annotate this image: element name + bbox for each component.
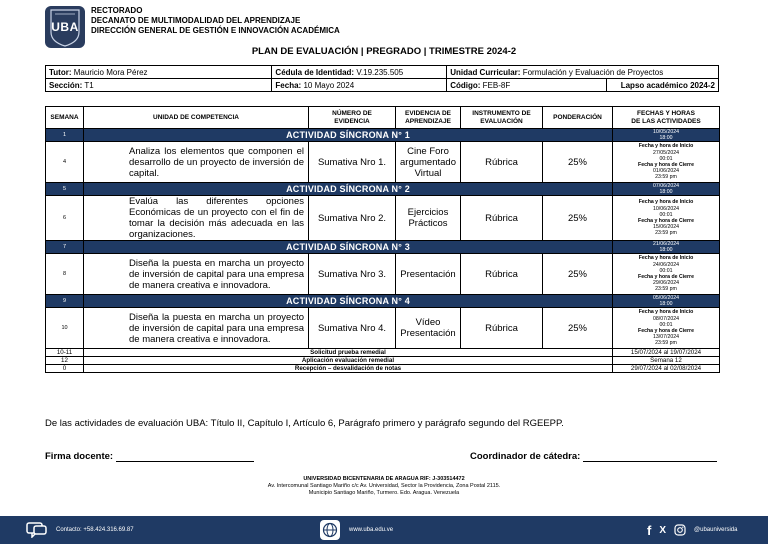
- remedial-week: 12: [46, 357, 84, 365]
- remedial-row: [46, 349, 720, 357]
- cedula-value: V.19.235.505: [356, 67, 404, 77]
- contact-text: Contacto: +58.424.316.69.87: [56, 527, 134, 533]
- tutor-value: Mauricio Mora Pérez: [73, 67, 148, 77]
- header-line-direccion: DIRECCIÓN GENERAL DE GESTIÓN E INNOVACIÓN ACADÉMICA: [91, 26, 340, 35]
- unidad-value: Formulación y Evaluación de Proyectos: [522, 67, 664, 77]
- teacher-signature-line: [116, 452, 254, 462]
- activity-title: ACTIVIDAD SÍNCRONA N° 3: [84, 241, 613, 254]
- competence-description: Diseña la puesta en marcha un proyecto de inversión de capital para una empresa de manera creativa e innovadora.: [84, 254, 309, 295]
- tutor-label: Tutor:: [49, 67, 72, 77]
- remedial-row: [46, 365, 720, 373]
- remedial-label: Aplicación evaluación remedial: [84, 357, 613, 365]
- remedial-label: Solicitud prueba remedial: [84, 349, 613, 357]
- header-unidad: UNIDAD DE COMPETENCIA: [84, 107, 309, 129]
- bar-datetime: 10/05/2024 18:00: [613, 129, 720, 142]
- evidence-number: Sumativa Nro 2.: [309, 196, 396, 241]
- learning-evidence: Presentación: [396, 254, 461, 295]
- activity-detail-row: [46, 142, 720, 183]
- activity-detail-row: [46, 254, 720, 295]
- row-week: 4: [46, 142, 84, 183]
- activity-dates: Fecha y hora de Inicio 10/06/2024 00:01 Fecha y hora de Cierre 15/06/2024 23:59 pm: [613, 196, 720, 241]
- social-handle: @ubauniversida: [694, 527, 738, 533]
- fecha-value: 10 Mayo 2024: [303, 80, 355, 90]
- weight-value: 25%: [543, 142, 613, 183]
- remedial-week: 0: [46, 365, 84, 373]
- row-week: 6: [46, 196, 84, 241]
- lapso-cell: [607, 79, 719, 92]
- row-week: 8: [46, 254, 84, 295]
- header-line-decanato: DECANATO DE MULTIMODALIDAD DEL APRENDIZAJE: [91, 16, 301, 25]
- remedial-date: Semana 12: [613, 357, 720, 365]
- bar-datetime: 05/06/2024 18:00: [613, 295, 720, 308]
- row-week: 10: [46, 308, 84, 349]
- logo-text: UBA: [51, 20, 79, 34]
- header-institution: [91, 6, 340, 36]
- page-footer: [0, 516, 768, 544]
- bar-week: 1: [46, 129, 84, 142]
- chat-icon: [26, 522, 48, 538]
- evidence-number: Sumativa Nro 4.: [309, 308, 396, 349]
- coordinator-signature: [470, 451, 717, 462]
- coordinator-signature-label: Coordinador de cátedra:: [470, 451, 581, 462]
- website-text: www.uba.edu.ve: [349, 527, 394, 533]
- activity-dates: Fecha y hora de Inicio 08/07/2024 00:01 Fecha y hora de Cierre 13/07/2024 23:59 pm: [613, 308, 720, 349]
- learning-evidence: Ejercicios Prácticos: [396, 196, 461, 241]
- activity-detail-row: [46, 196, 720, 241]
- x-icon[interactable]: X: [659, 524, 667, 536]
- lapso-label: Lapso académico 2024-2: [620, 80, 715, 90]
- bar-datetime: 07/06/2024 18:00: [613, 183, 720, 196]
- course-info-table: [45, 65, 719, 92]
- globe-icon: [319, 519, 341, 541]
- header-ponderacion: PONDERACIÓN: [543, 107, 613, 129]
- evaluation-instrument: Rúbrica: [461, 196, 543, 241]
- evidence-number: Sumativa Nro 3.: [309, 254, 396, 295]
- seccion-label: Sección:: [49, 80, 83, 90]
- university-address-1: Av. Intercomunal Santiago Mariño c/c Av. Universidad, Sector la Providencia, Zona Postal 2115.: [267, 483, 501, 489]
- remedial-date: 29/07/2024 al 02/08/2024: [613, 365, 720, 373]
- teacher-signature: [45, 451, 254, 462]
- weight-value: 25%: [543, 196, 613, 241]
- header-fechas: FECHAS Y HORAS DE LAS ACTIVIDADES: [613, 107, 720, 129]
- social-links[interactable]: [647, 516, 737, 544]
- activity-detail-row: [46, 308, 720, 349]
- competence-description: Evalúa las diferentes opciones Económicas de un proyecto con el fin de tomar la decisión más adecuada en las organizaciones.: [84, 196, 309, 241]
- header-semana: SEMANA: [46, 107, 84, 129]
- remedial-week: 10-11: [46, 349, 84, 357]
- header-evidencia: EVIDENCIA DE APRENDIZAJE: [396, 107, 461, 129]
- university-info: [0, 476, 768, 497]
- evaluation-plan-table: [45, 106, 720, 373]
- bar-week: 5: [46, 183, 84, 196]
- activity-dates: Fecha y hora de Inicio 24/06/2024 00:01 Fecha y hora de Cierre 29/06/2024 23:59 pm: [613, 254, 720, 295]
- university-name: UNIVERSIDAD BICENTENARIA DE ARAGUA RIF: J-303514472: [303, 476, 465, 482]
- activity-dates: Fecha y hora de Inicio 27/05/2024 00:01 Fecha y hora de Cierre 01/06/2024 23:59 pm: [613, 142, 720, 183]
- fecha-label: Fecha:: [275, 80, 302, 90]
- uba-logo: [45, 6, 85, 48]
- website-link[interactable]: [319, 516, 393, 544]
- activity-title: ACTIVIDAD SÍNCRONA N° 1: [84, 129, 613, 142]
- instagram-icon[interactable]: [674, 524, 686, 536]
- unidad-cell: [447, 66, 719, 79]
- fecha-cell: [272, 79, 447, 92]
- table-header-row: [46, 107, 720, 129]
- evaluation-instrument: Rúbrica: [461, 142, 543, 183]
- contact-link[interactable]: [26, 516, 134, 544]
- activity-bar-row: [46, 183, 720, 196]
- tutor-cell: [46, 66, 272, 79]
- regulation-note: De las actividades de evaluación UBA: Título II, Capítulo I, Artículo 6, Parágrafo primero y parágrafo segundo del RGEEPP.: [45, 418, 564, 429]
- header-line-rectorado: RECTORADO: [91, 6, 143, 15]
- weight-value: 25%: [543, 308, 613, 349]
- bar-week: 9: [46, 295, 84, 308]
- activity-bar-row: [46, 241, 720, 254]
- header-numero: NÚMERO DE EVIDENCIA: [309, 107, 396, 129]
- activity-title: ACTIVIDAD SÍNCRONA N° 4: [84, 295, 613, 308]
- facebook-icon[interactable]: f: [647, 522, 652, 538]
- evaluation-instrument: Rúbrica: [461, 308, 543, 349]
- activity-bar-row: [46, 129, 720, 142]
- seccion-value: T1: [84, 80, 94, 90]
- learning-evidence: Vídeo Presentación: [396, 308, 461, 349]
- page-title: PLAN DE EVALUACIÓN | PREGRADO | TRIMESTRE 2024-2: [251, 46, 517, 57]
- codigo-value: FEB-8F: [482, 80, 511, 90]
- teacher-signature-label: Firma docente:: [45, 451, 114, 462]
- activity-title: ACTIVIDAD SÍNCRONA N° 2: [84, 183, 613, 196]
- cedula-label: Cédula de Identidad:: [275, 67, 355, 77]
- learning-evidence: Cine Foro argumentado Virtual: [396, 142, 461, 183]
- cedula-cell: [272, 66, 447, 79]
- unidad-label: Unidad Curricular:: [450, 67, 521, 77]
- seccion-cell: [46, 79, 272, 92]
- bar-datetime: 21/06/2024 18:00: [613, 241, 720, 254]
- weight-value: 25%: [543, 254, 613, 295]
- evidence-number: Sumativa Nro 1.: [309, 142, 396, 183]
- competence-description: Analiza los elementos que componen el desarrollo de un proyecto de inversión de capital.: [84, 142, 309, 183]
- remedial-label: Recepción – desvalidación de notas: [84, 365, 613, 373]
- remedial-date: 15/07/2024 al 19/07/2024: [613, 349, 720, 357]
- remedial-row: [46, 357, 720, 365]
- codigo-cell: [447, 79, 607, 92]
- activity-bar-row: [46, 295, 720, 308]
- competence-description: Diseña la puesta en marcha un proyecto de inversión de capital para una empresa de manera creativa e innovadora.: [84, 308, 309, 349]
- bar-week: 7: [46, 241, 84, 254]
- evaluation-instrument: Rúbrica: [461, 254, 543, 295]
- university-address-2: Municipio Santiago Mariño, Turmero. Edo. Aragua. Venezuela: [308, 490, 460, 496]
- codigo-label: Código:: [450, 80, 481, 90]
- header-instrumento: INSTRUMENTO DE EVALUACIÓN: [461, 107, 543, 129]
- coordinator-signature-line: [583, 452, 717, 462]
